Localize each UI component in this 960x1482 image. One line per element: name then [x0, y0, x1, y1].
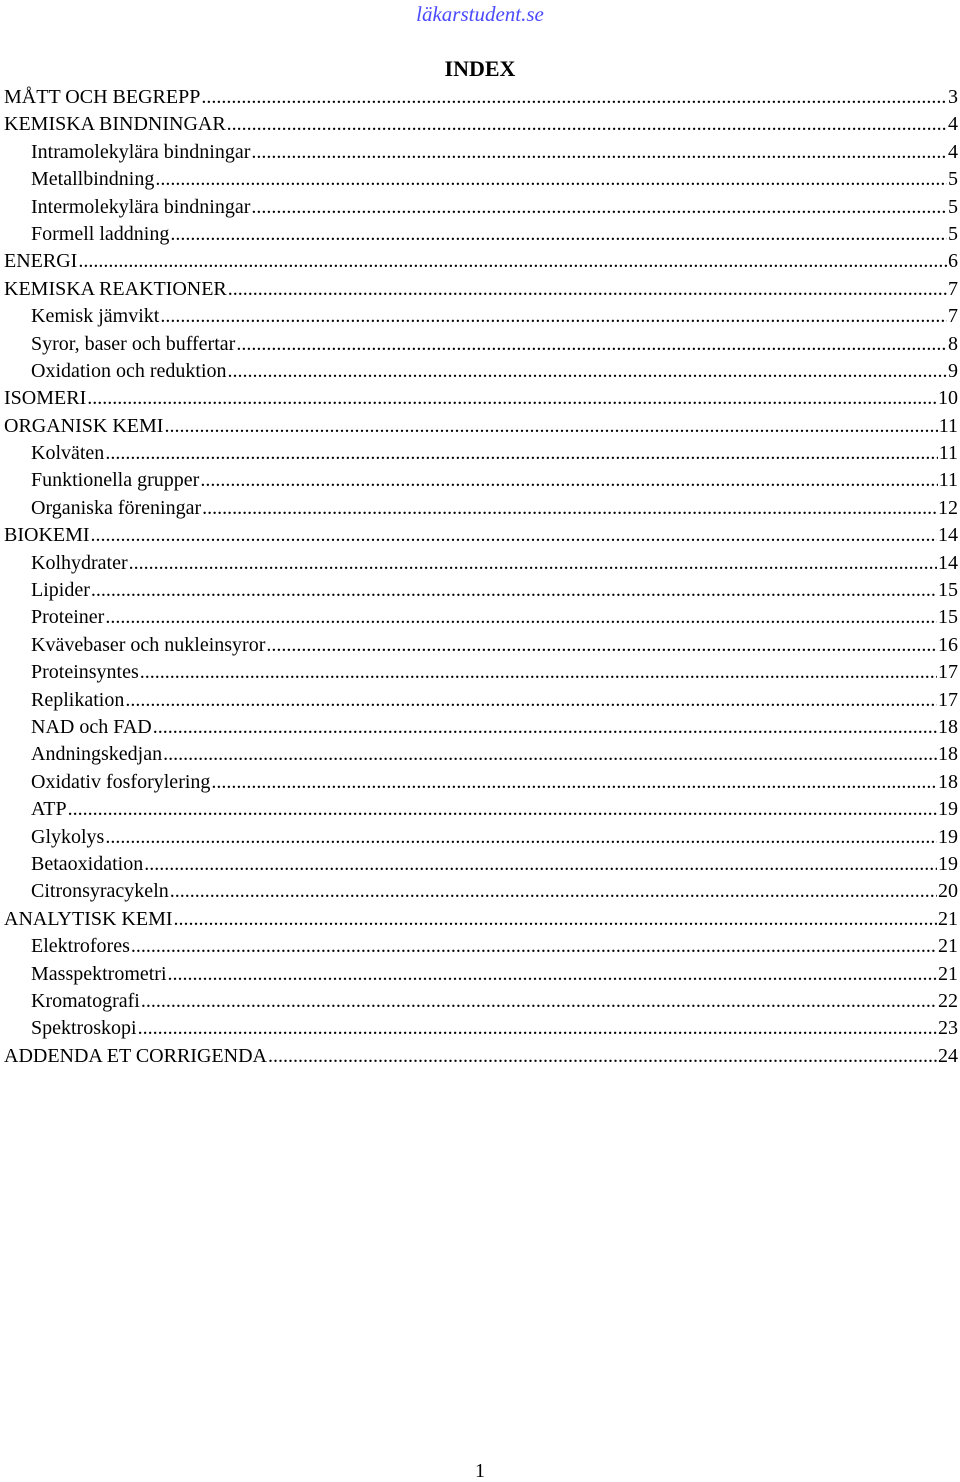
toc-entry-label: BIOKEMI: [4, 524, 90, 547]
toc-dot-leader: [153, 714, 937, 741]
toc-section-entry[interactable]: [4, 111, 958, 138]
toc-subsection-entry[interactable]: [4, 467, 958, 494]
toc-entry-page-number: 10: [938, 387, 958, 410]
toc-section-entry[interactable]: [4, 276, 958, 303]
toc-entry-page-number: 21: [938, 962, 958, 985]
toc-entry-label: Kolhydrater: [31, 551, 128, 574]
toc-subsection-entry[interactable]: [4, 139, 958, 166]
toc-dot-leader: [228, 358, 947, 385]
page-title: INDEX: [444, 56, 516, 81]
toc-entry-page-number: 3: [948, 86, 958, 108]
toc-entry-label: ANALYTISK KEMI: [4, 907, 173, 930]
toc-subsection-entry[interactable]: [4, 331, 958, 358]
toc-subsection-entry[interactable]: [4, 194, 958, 221]
toc-dot-leader: [155, 166, 947, 193]
toc-subsection-entry[interactable]: [4, 303, 958, 330]
toc-entry-label: ORGANISK KEMI: [4, 414, 164, 437]
toc-entry-page-number: 4: [948, 140, 958, 163]
toc-entry-page-number: 23: [938, 1017, 958, 1040]
toc-entry-page-number: 15: [938, 606, 958, 629]
toc-subsection-entry[interactable]: [4, 878, 958, 905]
toc-entry-label: Proteinsyntes: [31, 661, 139, 684]
toc-entry-page-number: 14: [938, 524, 958, 547]
toc-entry-label: Kromatografi: [31, 989, 140, 1012]
toc-dot-leader: [251, 194, 947, 221]
toc-section-entry[interactable]: [4, 413, 958, 440]
toc-section-entry[interactable]: [4, 906, 958, 933]
toc-dot-leader: [202, 495, 937, 522]
toc-section-entry[interactable]: [4, 248, 958, 275]
toc-entry-label: Lipider: [31, 579, 90, 602]
toc-dot-leader: [125, 687, 937, 714]
toc-subsection-entry[interactable]: [4, 577, 958, 604]
toc-entry-label: Oxidativ fosforylering: [31, 770, 211, 793]
toc-subsection-entry[interactable]: [4, 961, 958, 988]
toc-dot-leader: [78, 248, 947, 275]
toc-entry-label: Intermolekylära bindningar: [31, 195, 251, 218]
page-number: 1: [475, 1460, 485, 1482]
toc-entry-page-number: 12: [938, 496, 958, 519]
toc-dot-leader: [144, 851, 937, 878]
toc-entry-page-number: 14: [938, 551, 958, 574]
toc-entry-label: Glykolys: [31, 825, 105, 848]
toc-dot-leader: [131, 933, 937, 960]
toc-dot-leader: [170, 878, 937, 905]
toc-subsection-entry[interactable]: [4, 741, 958, 768]
toc-subsection-entry[interactable]: [4, 221, 958, 248]
toc-entry-page-number: 16: [938, 633, 958, 656]
toc-entry-label: ISOMERI: [4, 387, 87, 410]
toc-entry-label: Formell laddning: [31, 222, 170, 245]
toc-entry-label: MÅTT OCH BEGREPP: [4, 86, 201, 108]
toc-subsection-entry[interactable]: [4, 604, 958, 631]
toc-entry-page-number: 5: [948, 195, 958, 218]
toc-entry-label: Funktionella grupper: [31, 469, 200, 492]
toc-dot-leader: [140, 659, 937, 686]
toc-dot-leader: [91, 522, 937, 549]
toc-dot-leader: [164, 413, 937, 440]
toc-dot-leader: [268, 1043, 937, 1070]
toc-entry-page-number: 19: [938, 825, 958, 848]
toc-entry-label: Masspektrometri: [31, 962, 167, 985]
toc-dot-leader: [87, 385, 937, 412]
toc-dot-leader: [200, 467, 937, 494]
toc-entry-page-number: 21: [938, 935, 958, 958]
toc-dot-leader: [105, 824, 937, 851]
toc-entry-page-number: 5: [948, 222, 958, 245]
toc-dot-leader: [68, 796, 937, 823]
toc-subsection-entry[interactable]: [4, 659, 958, 686]
toc-dot-leader: [129, 550, 937, 577]
toc-entry-page-number: 24: [938, 1044, 958, 1067]
toc-entry-label: ENERGI: [4, 250, 78, 273]
toc-entry-page-number: 18: [938, 715, 958, 738]
table-of-contents: [4, 84, 958, 1070]
toc-entry-label: Organiska föreningar: [31, 496, 202, 519]
toc-entry-label: Oxidation och reduktion: [31, 359, 227, 382]
toc-entry-label: Elektrofores: [31, 935, 130, 958]
toc-entry-page-number: 19: [938, 852, 958, 875]
toc-dot-leader: [266, 632, 937, 659]
toc-subsection-entry[interactable]: [4, 687, 958, 714]
toc-entry-page-number: 18: [938, 770, 958, 793]
toc-section-entry[interactable]: [4, 385, 958, 412]
toc-section-entry[interactable]: [4, 522, 958, 549]
toc-subsection-entry[interactable]: [4, 769, 958, 796]
toc-dot-leader: [105, 604, 937, 631]
toc-subsection-entry[interactable]: [4, 495, 958, 522]
toc-entry-page-number: 6: [948, 250, 958, 273]
toc-entry-label: Replikation: [31, 688, 125, 711]
toc-entry-page-number: 22: [938, 989, 958, 1012]
toc-subsection-entry[interactable]: [4, 824, 958, 851]
toc-entry-page-number: 15: [938, 579, 958, 602]
toc-dot-leader: [227, 111, 947, 138]
toc-entry-page-number: 5: [948, 168, 958, 191]
toc-entry-page-number: 20: [938, 880, 958, 903]
toc-entry-label: Andningskedjan: [31, 743, 163, 766]
toc-subsection-entry[interactable]: [4, 550, 958, 577]
toc-entry-label: Proteiner: [31, 606, 105, 629]
toc-entry-page-number: 11: [938, 442, 958, 465]
toc-entry-label: KEMISKA REAKTIONER: [4, 277, 227, 300]
toc-dot-leader: [236, 331, 947, 358]
toc-subsection-entry[interactable]: [4, 166, 958, 193]
toc-entry-label: Kolväten: [31, 442, 105, 465]
toc-entry-label: Kemisk jämvikt: [31, 305, 160, 328]
toc-dot-leader: [228, 276, 947, 303]
toc-subsection-entry[interactable]: [4, 1015, 958, 1042]
toc-entry-label: ATP: [31, 798, 67, 821]
toc-entry-label: Spektroskopi: [31, 1017, 137, 1040]
toc-entry-page-number: 8: [948, 332, 958, 355]
toc-dot-leader: [105, 440, 937, 467]
toc-dot-leader: [174, 906, 937, 933]
toc-section-entry[interactable]: [4, 1043, 958, 1070]
site-header-link[interactable]: läkarstudent.se: [416, 2, 544, 26]
toc-subsection-entry[interactable]: [4, 714, 958, 741]
toc-entry-label: Kvävebaser och nukleinsyror: [31, 633, 266, 656]
toc-entry-page-number: 11: [938, 414, 958, 437]
toc-entry-page-number: 19: [938, 798, 958, 821]
toc-dot-leader: [251, 139, 947, 166]
toc-entry-label: Betaoxidation: [31, 852, 144, 875]
toc-entry-page-number: 7: [948, 305, 958, 328]
toc-subsection-entry[interactable]: [4, 988, 958, 1015]
toc-subsection-entry[interactable]: [4, 851, 958, 878]
toc-dot-leader: [138, 1015, 937, 1042]
toc-dot-leader: [211, 769, 937, 796]
toc-entry-label: Citronsyracykeln: [31, 880, 169, 903]
toc-dot-leader: [168, 961, 937, 988]
toc-dot-leader: [201, 84, 947, 111]
toc-dot-leader: [163, 741, 937, 768]
toc-entry-page-number: 17: [938, 661, 958, 684]
toc-dot-leader: [141, 988, 937, 1015]
toc-entry-page-number: 18: [938, 743, 958, 766]
toc-dot-leader: [91, 577, 937, 604]
toc-section-entry[interactable]: [4, 84, 958, 111]
toc-dot-leader: [170, 221, 947, 248]
toc-subsection-entry[interactable]: [4, 440, 958, 467]
toc-entry-label: NAD och FAD: [31, 715, 152, 738]
toc-entry-label: ADDENDA ET CORRIGENDA: [4, 1044, 267, 1067]
toc-entry-label: Metallbindning: [31, 168, 155, 191]
toc-entry-label: KEMISKA BINDNINGAR: [4, 113, 226, 136]
toc-subsection-entry[interactable]: [4, 796, 958, 823]
toc-entry-page-number: 11: [938, 469, 958, 492]
toc-dot-leader: [160, 303, 947, 330]
toc-entry-label: Syror, baser och buffertar: [31, 332, 236, 355]
toc-entry-page-number: 21: [938, 907, 958, 930]
toc-entry-page-number: 9: [948, 359, 958, 382]
toc-entry-label: Intramolekylära bindningar: [31, 140, 251, 163]
toc-subsection-entry[interactable]: [4, 632, 958, 659]
toc-subsection-entry[interactable]: [4, 933, 958, 960]
toc-subsection-entry[interactable]: [4, 358, 958, 385]
toc-entry-page-number: 4: [948, 113, 958, 136]
toc-entry-page-number: 7: [948, 277, 958, 300]
toc-entry-page-number: 17: [938, 688, 958, 711]
